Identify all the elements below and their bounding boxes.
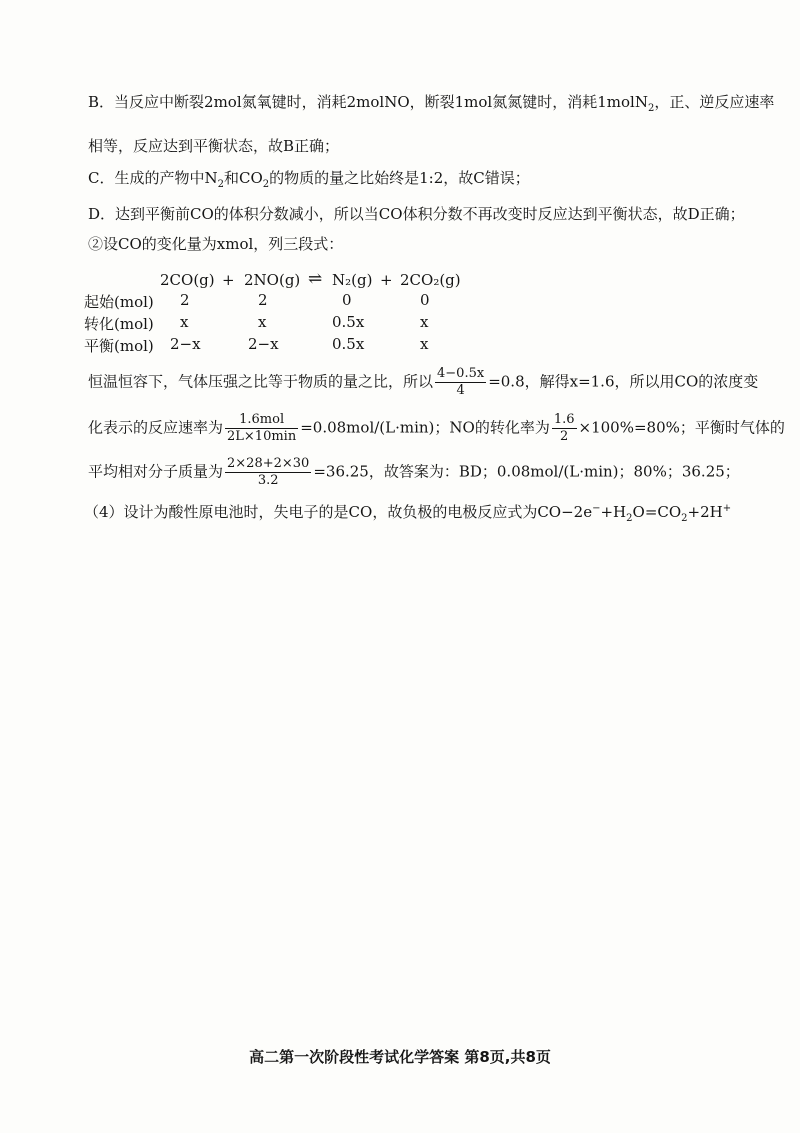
eq-equilibrium-arrow: ⇌	[308, 269, 323, 289]
page-footer: 高二第一次阶段性考试化学答案 第8页,共8页	[249, 1048, 551, 1066]
calc-line-3: 平均相对分子质量为 $\frac{2\times 28+2\times 30}{3.2}$ =36.25，故答案为：BD；0.08mol/(L·min)；80%；36.25；	[88, 456, 740, 488]
row-initial-label: 起始(mol)	[84, 293, 154, 311]
eq-plus-1: +	[222, 271, 235, 289]
eq-reactant-co: 2CO(g)	[160, 271, 215, 289]
eq-reactant-no: 2NO(g)	[244, 271, 301, 289]
option-c-line: C．生成的产物中$N_2$和$CO_2$的物质的量之比始终是1:2，故C错误；	[88, 169, 530, 190]
eq-product-co2: 2CO₂(g)	[400, 271, 461, 289]
calc-line-1: 恒温恒容下，气体压强之比等于物质的量之比，所以 $\frac{4-0.5x}{4}$ =0.8，解得x=1.6，所以用CO的浓度变	[88, 366, 759, 398]
row-equilibrium-n2: 0.5x	[332, 335, 365, 353]
eq-product-n2: N₂(g)	[332, 271, 373, 289]
row-equilibrium-no: 2−x	[248, 335, 279, 353]
part-4-line: （4）设计为酸性原电池时，失电子的是CO，故负极的电极反应式为$CO-2e^-+H_2O=CO_2+2H^+$	[84, 503, 732, 524]
pressure-ratio-fraction: $\frac{4-0.5x}{4}$	[437, 366, 485, 398]
row-initial-co2: 0	[420, 291, 430, 309]
option-b-line2: 相等，反应达到平衡状态，故B正确；	[88, 137, 340, 155]
row-equilibrium-co2: x	[420, 335, 429, 353]
question-2-intro: ②设CO的变化量为xmol，列三段式：	[88, 235, 344, 253]
row-initial-no: 2	[258, 291, 268, 309]
rate-fraction: $\frac{\text{1.6mol}}{2L\times 10\min}$	[227, 412, 297, 444]
row-equilibrium-co: 2−x	[170, 335, 201, 353]
conversion-fraction: $\frac{1.6}{2}$	[553, 412, 575, 444]
row-change-no: x	[258, 313, 267, 331]
row-change-n2: 0.5x	[332, 313, 365, 331]
row-change-label: 转化(mol)	[84, 315, 154, 333]
row-initial-n2: 0	[342, 291, 352, 309]
option-d-line: D．达到平衡前CO的体积分数减小，所以当CO体积分数不再改变时反应达到平衡状态，故D正确；	[88, 205, 745, 223]
option-b-line1: B．当反应中断裂2mol氮氧键时，消耗2molNO，断裂1mol氮氮键时，消耗1molN$_2$，正、逆反应速率	[88, 93, 775, 114]
row-initial-co: 2	[180, 291, 190, 309]
eq-plus-2: +	[380, 271, 393, 289]
molar-mass-fraction: $\frac{2\times 28+2\times 30}{3.2}$	[227, 456, 310, 488]
calc-line-2: 化表示的反应速率为 $\frac{\text{1.6mol}}{2L\times 10\min}$ =0.08mol/(L·min)；NO的转化率为 $\frac{1.6}{2}$ ×100%=80%；平衡时气体的	[88, 412, 785, 444]
row-equilibrium-label: 平衡(mol)	[84, 337, 154, 355]
row-change-co: x	[180, 313, 189, 331]
row-change-co2: x	[420, 313, 429, 331]
